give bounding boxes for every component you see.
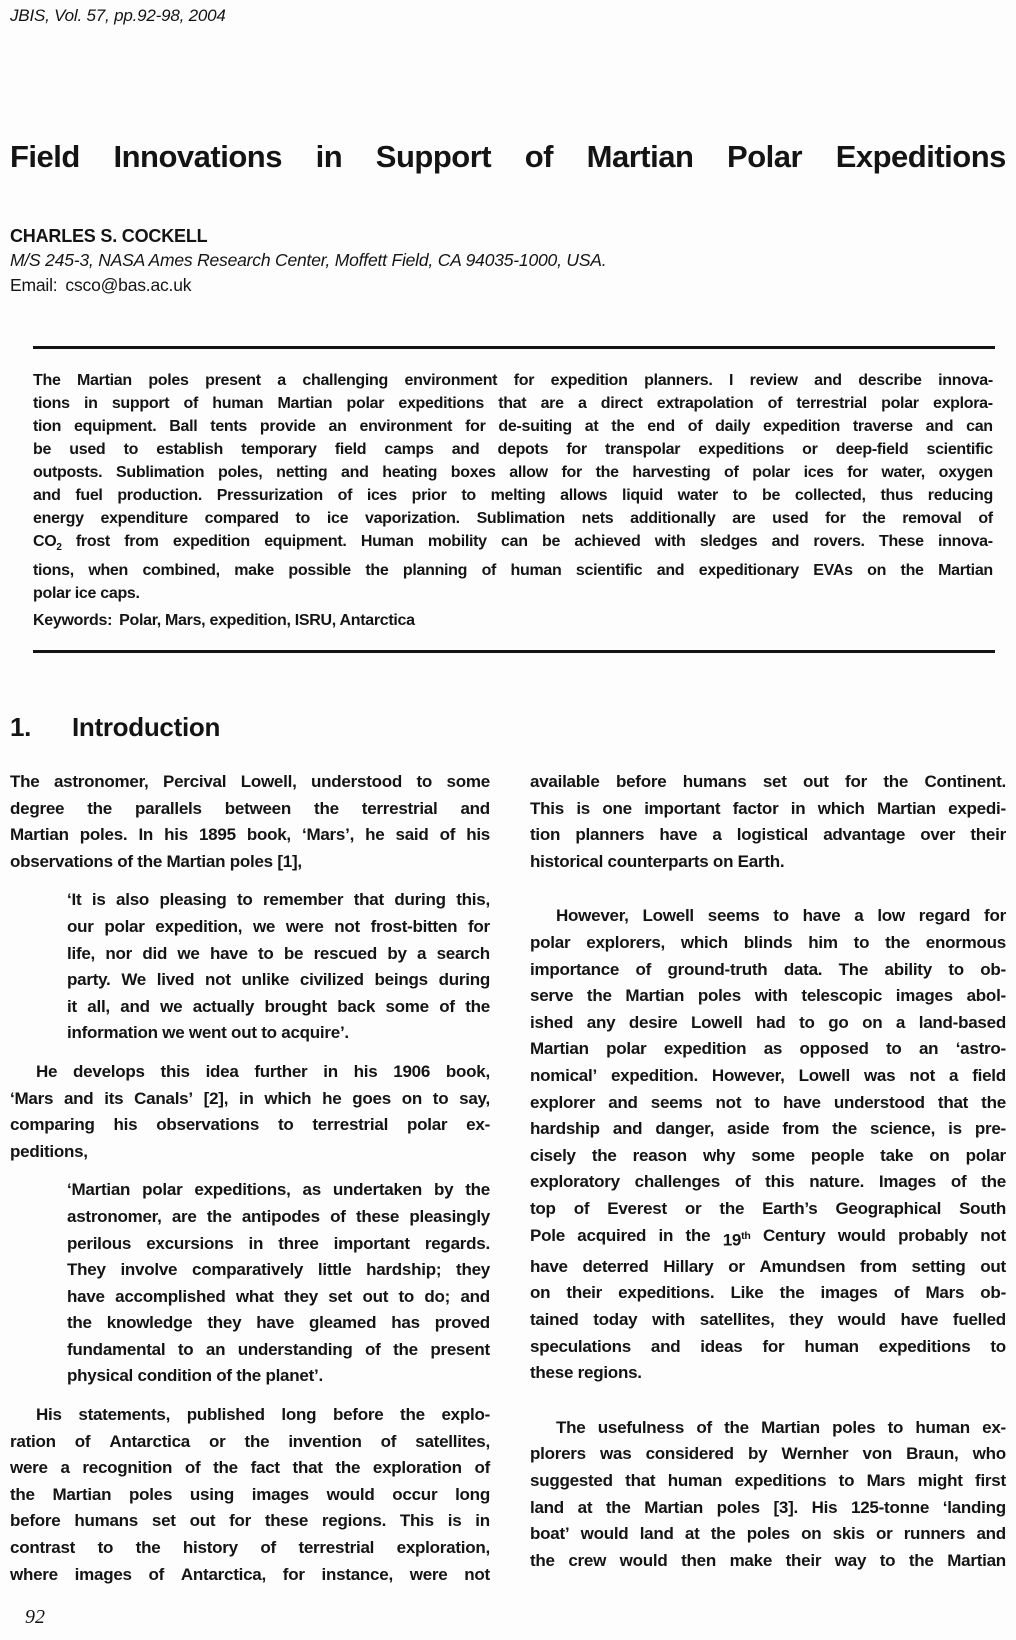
text-line: life, nor did we have to be rescued by a search <box>67 943 490 963</box>
text-line: Martian polar expedition as opposed to an ‘astro- <box>530 1039 1006 1059</box>
text-line: on their expeditions. Like the images of Mars ob- <box>530 1283 1006 1303</box>
text-line: tion planners have a logistical advantage over their <box>530 825 1006 845</box>
text-line: astronomer, are the antipodes of these pleasingly <box>67 1206 490 1226</box>
text-line: polar ice caps. <box>33 585 140 603</box>
text-line: and fuel production. Pressurization of ices prior to melting allows liquid water to be collected, thus reducing <box>33 487 993 504</box>
text-line: observations of the Martian poles [1], <box>10 851 302 871</box>
abstract <box>33 369 993 605</box>
text-line: He develops this idea further in his 1906 book, <box>36 1061 490 1081</box>
text-line: were a recognition of the fact that the exploration of <box>10 1458 490 1478</box>
column-left <box>10 769 490 1600</box>
paragraph <box>10 1059 490 1165</box>
text-line: it all, and we actually brought back some of the <box>67 996 490 1016</box>
text-line: polar explorers, which blinds him to the enormous <box>530 932 1006 952</box>
paragraph <box>530 769 1006 875</box>
text-line: plorers was considered by Wernher von Braun, who <box>530 1444 1006 1464</box>
text-line: the crew would then make their way to the Martian <box>530 1550 1006 1570</box>
text-line: fundamental to an understanding of the present <box>67 1339 490 1359</box>
text-line: This is one important factor in which Martian expedi- <box>530 798 1006 818</box>
paragraph <box>10 1402 490 1588</box>
paragraph <box>530 1415 1006 1575</box>
text-line: the knowledge they have gleamed has proved <box>67 1313 490 1333</box>
paragraph <box>10 769 490 875</box>
text-line: tained today with satellites, they would have fuelled <box>530 1309 1006 1329</box>
text-line: suggested that human expeditions to Mars might first <box>530 1470 1006 1490</box>
text-line: energy expenditure compared to ice vaporization. Sublimation nets additionally are used for the removal of <box>33 510 993 527</box>
text-line: However, Lowell seems to have a low regard for <box>556 906 1006 926</box>
abstract-rule-top <box>33 346 995 349</box>
keywords-list: Polar, Mars, expedition, ISRU, Antarctica <box>119 612 415 629</box>
page-number: 92 <box>25 1606 45 1628</box>
text-line: explorer and seems not to have understood that the <box>530 1092 1006 1112</box>
abstract-rule-bottom <box>33 650 995 653</box>
text-line: available before humans set out for the Continent. <box>530 772 1006 791</box>
text-line: exploratory challenges of this nature. Images of the <box>530 1172 1006 1192</box>
keywords-label: Keywords: <box>33 612 113 629</box>
quote-block <box>67 887 490 1047</box>
text-line: historical counterparts on Earth. <box>530 851 785 871</box>
text-line: importance of ground-truth data. The ability to ob- <box>530 959 1006 979</box>
keywords-line <box>33 612 415 630</box>
text-line: land at the Martian poles [3]. His 125-tonne ‘landing <box>530 1497 1006 1517</box>
text-line: have deterred Hillary or Amundsen from setting out <box>530 1256 1006 1276</box>
text-line: these regions. <box>530 1363 642 1383</box>
text-line: Martian poles. In his 1895 book, ‘Mars’, he said of his <box>10 825 490 845</box>
journal-ref: JBIS, Vol. 57, pp.92-98, 2004 <box>10 6 226 25</box>
text-line: The astronomer, Percival Lowell, understood to some <box>10 772 490 791</box>
text-line: ration of Antarctica or the invention of satellites, <box>10 1431 490 1451</box>
text-line: outposts. Sublimation poles, netting and heating boxes allow for the harvesting of polar ices for water, oxygen <box>33 464 993 481</box>
text-line: $CO_2$ frost from expedition equipment. Human mobility can be achieved with sledges and rovers. These innova- <box>33 533 993 554</box>
text-line: ‘Mars and its Canals’ [2], in which he goes on to say, <box>10 1088 490 1108</box>
text-line: serve the Martian poles with telescopic images abol- <box>530 986 1006 1006</box>
text-line: our polar expedition, we were not frost-bitten for <box>67 916 490 936</box>
paragraph <box>530 903 1006 1386</box>
text-line: have accomplished what they set out to do; and <box>67 1286 490 1306</box>
paper-title: Field Innovations in Support of Martian Polar Expeditions <box>10 139 1006 174</box>
text-line: boat’ would land at the poles on skis or runners and <box>530 1524 1006 1544</box>
text-line: tions, when combined, make possible the planning of human scientific and expeditionary EVAs on the Martian <box>33 562 993 580</box>
section-title: Introduction <box>72 712 221 742</box>
text-line: The Martian poles present a challenging environment for expedition planners. I review and describe innova- <box>33 372 993 389</box>
text-line: top of Everest or the Earth’s Geographical South <box>530 1198 1006 1218</box>
text-line: information we went out to acquire’. <box>67 1023 349 1043</box>
text-line: before humans set out for these regions. This is in <box>10 1511 490 1531</box>
quote-block <box>67 1177 490 1390</box>
text-line: cisely the reason why some people take on polar <box>530 1145 1006 1165</box>
section-heading <box>10 712 220 743</box>
text-line: comparing his observations to terrestrial polar ex- <box>10 1115 490 1135</box>
column-right <box>530 769 1006 1602</box>
text-line: where images of Antarctica, for instance, were not <box>10 1564 490 1584</box>
text-line: speculations and ideas for human expeditions to <box>530 1336 1006 1356</box>
text-line: ished any desire Lowell had to go on a land-based <box>530 1012 1006 1032</box>
text-line: The usefulness of the Martian poles to human ex- <box>556 1417 1006 1437</box>
author-email: csco@bas.ac.uk <box>65 275 192 295</box>
text-line: physical condition of the planet’. <box>67 1366 323 1386</box>
email-label: Email: <box>10 275 58 295</box>
text-line: They involve comparatively little hardship; they <box>67 1260 490 1280</box>
author-affiliation: M/S 245-3, NASA Ames Research Center, Moffett Field, CA 94035-1000, USA. <box>10 250 607 270</box>
text-line: tion equipment. Ball tents provide an environment for de-suiting at the end of daily expedition traverse and can <box>33 418 993 435</box>
text-line: ‘It is also pleasing to remember that during this, <box>67 890 490 910</box>
text-line: party. We lived not unlike civilized beings during <box>67 970 490 990</box>
text-line: the Martian poles using images would occur long <box>10 1484 490 1504</box>
text-line: be used to establish temporary field camps and depots for transpolar expeditions or deep-field scientific <box>33 441 993 458</box>
text-line: tions in support of human Martian polar expeditions that are a direct extrapolation of terrestrial polar explora- <box>33 395 993 412</box>
text-line: hardship and danger, aside from the science, is pre- <box>530 1119 1006 1139</box>
author-name: CHARLES S. COCKELL <box>10 226 208 246</box>
text-line: degree the parallels between the terrestrial and <box>10 798 490 818</box>
text-line: nomical’ expedition. However, Lowell was not a field <box>530 1065 1006 1085</box>
text-line: Pole acquired in the 19th Century would probably not <box>530 1225 1006 1250</box>
text-line: peditions, <box>10 1141 88 1161</box>
text-line: contrast to the history of terrestrial exploration, <box>10 1538 490 1558</box>
text-line: His statements, published long before the explo- <box>36 1405 490 1425</box>
text-line: ‘Martian polar expeditions, as undertaken by the <box>67 1180 490 1200</box>
text-line: perilous excursions in three important regards. <box>67 1233 490 1253</box>
section-number: 1. <box>10 712 32 742</box>
author-email-line <box>10 275 191 296</box>
